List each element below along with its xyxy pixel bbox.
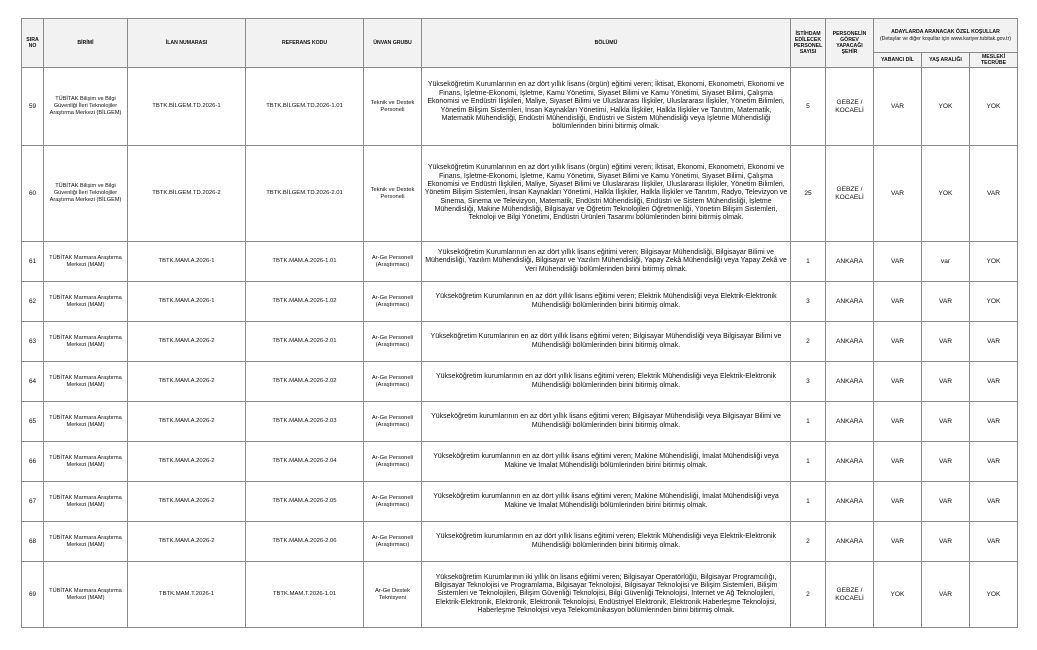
cell-referans-kodu: TBTK.MAM.A.2026-1.02	[246, 282, 364, 322]
cell-yas-araligi: var	[922, 242, 970, 282]
cell-bolum: Yükseköğretim Kurumlarının en az dört yıllık lisans (örgün) eğitimi veren; İktisat, Ekonomi, Ekonometri, Ekonomi ve Finans, İşletme-Ekonomi, İşletme, Kamu Yönetimi, Siyaset Bilimi ve Kamu Yönetimi, Siyaset Bilimi, Çalışma Ekonomisi ve Endüstri İlişkileri, Maliye, Siyaset Bilimi ve Uluslararası İlişkiler, Uluslararası İlişkiler, Yönetim Bilimleri, Yönetim Bilişim Sistemleri, İnsan Kaynakları Yönetimi, Halkla İlişkiler, Halkla İlişkiler ve Tanıtım, Radyo, Televizyon ve Sinema, Sinema ve Televizyon, Matematik, Endüstri Mühendisliği, Endüstri ve Sistem Mühendisliği, İşletme Mühendisliği, Makine Mühendisliği, Bilgisayar ve Öğretim Teknolojileri Öğretmenliği, Yönetim Bilişim Sistemleri, Teknoloji ve Bilgi Yönetimi, Endüstri Ürünleri Tasarımı bölümlerinden birini bitirmiş olmak.	[422, 146, 791, 242]
cell-yabanci-dil: VAR	[874, 146, 922, 242]
cell-ilan-numarasi: TBTK.BİLGEM.TD.2026-2	[128, 146, 246, 242]
header-ilan-numarasi: İLAN NUMARASI	[128, 19, 246, 68]
cell-yabanci-dil: VAR	[874, 322, 922, 362]
cell-bolum: Yükseköğretim kurumlarının en az dört yıllık lisans eğitimi veren; Elektrik Mühendisliği veya Elektrik-Elektronik Mühendisliği bölümlerinden birini bitirmiş olmak.	[422, 362, 791, 402]
cell-ilan-numarasi: TBTK.MAM.A.2026-1	[128, 242, 246, 282]
cell-sira-no: 66	[22, 442, 44, 482]
cell-birim: TÜBİTAK Marmara Araştırma Merkezi (MAM)	[44, 562, 128, 628]
cell-yas-araligi: VAR	[922, 562, 970, 628]
cell-ilan-numarasi: TBTK.MAM.T.2026-1	[128, 562, 246, 628]
table-row	[22, 522, 1018, 562]
table-row	[22, 322, 1018, 362]
cell-personel-sayisi: 3	[791, 362, 826, 402]
cell-personel-sayisi: 1	[791, 402, 826, 442]
header-istihdam: İSTİHDAM EDİLECEK PERSONEL SAYISI	[791, 19, 826, 68]
cell-bolum: Yükseköğretim Kurumlarının en az dört yıllık lisans (örgün) eğitimi veren; İktisat, Ekonomi, Ekonometri, Ekonomi ve Finans, İşletme-Ekonomi, İşletme, Kamu Yönetimi, Siyaset Bilimi ve Kamu Yönetimi, Siyaset Bilimi, Çalışma Ekonomisi ve Endüstri İlişkileri, Maliye, Siyaset Bilimi ve Uluslararası İlişkiler, Uluslararası İlişkiler, Yönetim Bilimleri, Yönetim Bilişim Sistemleri, İnsan Kaynakları Yönetimi, Halkla İlişkiler, Halkla İlişkiler ve Tanıtım, Matematik, Matematik Mühendisliği, Endüstri Mühendisliği, Endüstri ve Sistem Mühendisliği veya İşletme Mühendisliği bölümlerinden birini bitirmiş olmak.	[422, 68, 791, 146]
cell-yas-araligi: YOK	[922, 68, 970, 146]
cell-ilan-numarasi: TBTK.MAM.A.2026-2	[128, 522, 246, 562]
cell-unvan-grubu: Ar-Ge Personeli (Araştırmacı)	[364, 322, 422, 362]
header-ozel-kosullar	[874, 19, 1018, 53]
table-row	[22, 402, 1018, 442]
cell-bolum: Yükseköğretim kurumlarının en az dört yıllık lisans eğitimi veren; Bilgisayar Mühendisliği veya Bilgisayar Bilimi ve Mühendisliği bölümlerinden birini bitirmiş olmak.	[422, 402, 791, 442]
cell-birim: TÜBİTAK Bilişim ve Bilgi Güvenliği İleri Teknolojiler Araştırma Merkezi (BİLGEM)	[44, 146, 128, 242]
cell-yabanci-dil: VAR	[874, 282, 922, 322]
table-header	[22, 19, 1018, 68]
cell-ilan-numarasi: TBTK.MAM.A.2026-2	[128, 482, 246, 522]
cell-birim: TÜBİTAK Marmara Araştırma Merkezi (MAM)	[44, 322, 128, 362]
table-row	[22, 562, 1018, 628]
cell-birim: TÜBİTAK Marmara Araştırma Merkezi (MAM)	[44, 482, 128, 522]
cell-unvan-grubu: Ar-Ge Personeli (Araştırmacı)	[364, 402, 422, 442]
cell-sira-no: 59	[22, 68, 44, 146]
cell-birim: TÜBİTAK Marmara Araştırma Merkezi (MAM)	[44, 522, 128, 562]
cell-sira-no: 67	[22, 482, 44, 522]
cell-unvan-grubu: Ar-Ge Personeli (Araştırmacı)	[364, 242, 422, 282]
cell-sira-no: 63	[22, 322, 44, 362]
cell-yas-araligi: YOK	[922, 146, 970, 242]
cell-personel-sayisi: 3	[791, 282, 826, 322]
cell-personel-sayisi: 2	[791, 522, 826, 562]
cell-yabanci-dil: VAR	[874, 362, 922, 402]
cell-personel-sayisi: 25	[791, 146, 826, 242]
cell-unvan-grubu: Ar-Ge Personeli (Araştırmacı)	[364, 362, 422, 402]
table-row	[22, 282, 1018, 322]
cell-bolum: Yükseköğretim Kurumlarının en az dört yıllık lisans eğitimi veren; Elektrik Mühendisliği veya Elektrik-Elektronik Mühendisliği bölümlerinden birini bitirmiş olmak.	[422, 282, 791, 322]
header-sehir: PERSONELİN GÖREV YAPACAĞI ŞEHİR	[826, 19, 874, 68]
header-bolum: BÖLÜMÜ	[422, 19, 791, 68]
cell-birim: TÜBİTAK Marmara Araştırma Merkezi (MAM)	[44, 402, 128, 442]
cell-yas-araligi: VAR	[922, 282, 970, 322]
header-mesleki-tecrube: MESLEKİ TECRÜBE	[970, 53, 1018, 68]
cell-mesleki-tecrube: VAR	[970, 322, 1018, 362]
cell-referans-kodu: TBTK.MAM.A.2026-2.05	[246, 482, 364, 522]
cell-yas-araligi: VAR	[922, 402, 970, 442]
cell-mesleki-tecrube: YOK	[970, 282, 1018, 322]
cell-referans-kodu: TBTK.MAM.A.2026-2.03	[246, 402, 364, 442]
cell-ilan-numarasi: TBTK.MAM.A.2026-2	[128, 362, 246, 402]
cell-referans-kodu: TBTK.MAM.A.2026-2.06	[246, 522, 364, 562]
cell-unvan-grubu: Ar-Ge Personeli (Araştırmacı)	[364, 442, 422, 482]
table-row	[22, 68, 1018, 146]
cell-yas-araligi: VAR	[922, 482, 970, 522]
header-birim: BİRİMİ	[44, 19, 128, 68]
cell-personel-sayisi: 2	[791, 562, 826, 628]
cell-birim: TÜBİTAK Bilişim ve Bilgi Güvenliği İleri Teknolojiler Araştırma Merkezi (BİLGEM)	[44, 68, 128, 146]
cell-yas-araligi: VAR	[922, 522, 970, 562]
cell-referans-kodu: TBTK.MAM.A.2026-2.01	[246, 322, 364, 362]
cell-sira-no: 60	[22, 146, 44, 242]
cell-personel-sayisi: 2	[791, 322, 826, 362]
cell-referans-kodu: TBTK.MAM.A.2026-2.02	[246, 362, 364, 402]
cell-personel-sayisi: 5	[791, 68, 826, 146]
cell-personel-sayisi: 1	[791, 442, 826, 482]
cell-sehir: ANKARA	[826, 362, 874, 402]
cell-birim: TÜBİTAK Marmara Araştırma Merkezi (MAM)	[44, 282, 128, 322]
header-yabanci-dil: YABANCI DİL	[874, 53, 922, 68]
cell-unvan-grubu: Teknik ve Destek Personeli	[364, 146, 422, 242]
cell-unvan-grubu: Teknik ve Destek Personeli	[364, 68, 422, 146]
cell-sehir: ANKARA	[826, 322, 874, 362]
cell-mesleki-tecrube: VAR	[970, 522, 1018, 562]
header-unvan-grubu: ÜNVAN GRUBU	[364, 19, 422, 68]
cell-bolum: Yükseköğretim Kurumlarının en az dört yıllık lisans eğitimi veren; Bilgisayar Mühendisliği, Bilgisayar Bilimi ve Mühendisliği, Yazılım Mühendisliği, Bilgisayar ve Yazılım Mühendisliği, Yapay Zekâ Mühendisliği veya Yapay Zekâ ve Veri Mühendisliği bölümlerinden birini bitirmiş olmak.	[422, 242, 791, 282]
table-row	[22, 482, 1018, 522]
cell-mesleki-tecrube: VAR	[970, 402, 1018, 442]
cell-birim: TÜBİTAK Marmara Araştırma Merkezi (MAM)	[44, 242, 128, 282]
cell-sehir: ANKARA	[826, 482, 874, 522]
cell-unvan-grubu: Ar-Ge Personeli (Araştırmacı)	[364, 482, 422, 522]
cell-sira-no: 68	[22, 522, 44, 562]
cell-birim: TÜBİTAK Marmara Araştırma Merkezi (MAM)	[44, 442, 128, 482]
cell-bolum: Yükseköğretim Kurumlarının en az dört yıllık lisans eğitimi veren; Bilgisayar Mühendisliği veya Bilgisayar Bilimi ve Mühendisliği bölümlerinden birini bitirmiş olmak.	[422, 322, 791, 362]
table-row	[22, 442, 1018, 482]
header-sira-no: SIRA NO	[22, 19, 44, 68]
cell-sehir: ANKARA	[826, 402, 874, 442]
cell-ilan-numarasi: TBTK.MAM.A.2026-2	[128, 442, 246, 482]
table-row	[22, 362, 1018, 402]
cell-mesleki-tecrube: YOK	[970, 562, 1018, 628]
cell-bolum: Yükseköğretim kurumlarının en az dört yıllık lisans eğitimi veren; Makine Mühendisliği, İmalat Mühendisliği veya Makine ve İmalat Mühendisliği bölümlerinden birini bitirmiş olmak.	[422, 482, 791, 522]
cell-sira-no: 61	[22, 242, 44, 282]
cell-ilan-numarasi: TBTK.BİLGEM.TD.2026-1	[128, 68, 246, 146]
header-referans-kodu: REFERANS KODU	[246, 19, 364, 68]
header-yas-araligi: YAŞ ARALIĞI	[922, 53, 970, 68]
cell-mesleki-tecrube: VAR	[970, 362, 1018, 402]
cell-sehir: ANKARA	[826, 442, 874, 482]
cell-mesleki-tecrube: YOK	[970, 68, 1018, 146]
cell-ilan-numarasi: TBTK.MAM.A.2026-1	[128, 282, 246, 322]
table-row	[22, 146, 1018, 242]
cell-yabanci-dil: VAR	[874, 402, 922, 442]
table-body	[22, 68, 1018, 628]
cell-yabanci-dil: VAR	[874, 68, 922, 146]
cell-sehir: ANKARA	[826, 522, 874, 562]
cell-referans-kodu: TBTK.MAM.A.2026-1.01	[246, 242, 364, 282]
cell-ilan-numarasi: TBTK.MAM.A.2026-2	[128, 402, 246, 442]
cell-personel-sayisi: 1	[791, 482, 826, 522]
cell-referans-kodu: TBTK.MAM.A.2026-2.04	[246, 442, 364, 482]
cell-ilan-numarasi: TBTK.MAM.A.2026-2	[128, 322, 246, 362]
cell-sehir: GEBZE / KOCAELİ	[826, 68, 874, 146]
cell-yabanci-dil: VAR	[874, 442, 922, 482]
cell-bolum: Yükseköğretim kurumlarının en az dört yıllık lisans eğitimi veren; Makine Mühendisliği, İmalat Mühendisliği veya Makine ve İmalat Mühendisliği bölümlerinden birini bitirmiş olmak.	[422, 442, 791, 482]
cell-mesleki-tecrube: VAR	[970, 146, 1018, 242]
cell-sira-no: 69	[22, 562, 44, 628]
cell-unvan-grubu: Ar-Ge Personeli (Araştırmacı)	[364, 282, 422, 322]
cell-yabanci-dil: VAR	[874, 242, 922, 282]
table-row	[22, 242, 1018, 282]
cell-referans-kodu: TBTK.BİLGEM.TD.2026-2.01	[246, 146, 364, 242]
cell-bolum: Yükseköğretim Kurumlarının iki yıllık ön lisans eğitimi veren; Bilgisayar Operatörlüğü, Bilgisayar Programcılığı, Bilgisayar Teknolojisi ve Programlama, Bilgisayar Teknolojisi, Bilgisayar Teknolojisi ve Bilişim Sistemleri, Bilişim Sistemleri ve Teknolojileri, Bilişim Güvenliği Teknolojisi, Bilgi Güvenliği Teknolojisi, İnternet ve Ağ Teknolojileri, Elektrik-Elektronik, Elektronik, Elektronik Teknolojisi, Endüstriyel Elektronik, Elektronik Haberleşme Teknolojisi, Haberleşme Teknolojisi veya Telekomünikasyon bölümlerinden birini bitirmiş olmak.	[422, 562, 791, 628]
cell-yas-araligi: VAR	[922, 362, 970, 402]
cell-sira-no: 65	[22, 402, 44, 442]
cell-referans-kodu: TBTK.MAM.T.2026-1.01	[246, 562, 364, 628]
cell-yabanci-dil: VAR	[874, 482, 922, 522]
cell-mesleki-tecrube: YOK	[970, 242, 1018, 282]
cell-referans-kodu: TBTK.BİLGEM.TD.2026-1.01	[246, 68, 364, 146]
cell-yas-araligi: VAR	[922, 442, 970, 482]
cell-bolum: Yükseköğretim kurumlarının en az dört yıllık lisans eğitimi veren; Elektrik Mühendisliği veya Elektrik-Elektronik Mühendisliği bölümlerinden birini bitirmiş olmak.	[422, 522, 791, 562]
cell-mesleki-tecrube: VAR	[970, 482, 1018, 522]
cell-sehir: ANKARA	[826, 282, 874, 322]
cell-yabanci-dil: YOK	[874, 562, 922, 628]
cell-sira-no: 64	[22, 362, 44, 402]
job-listing-table	[21, 18, 1018, 628]
header-ozel-title: ADAYLARDA ARANACAK ÖZEL KOŞULLAR	[891, 29, 1000, 36]
cell-sehir: GEBZE / KOCAELİ	[826, 562, 874, 628]
cell-birim: TÜBİTAK Marmara Araştırma Merkezi (MAM)	[44, 362, 128, 402]
cell-sehir: GEBZE / KOCAELİ	[826, 146, 874, 242]
cell-sira-no: 62	[22, 282, 44, 322]
cell-yabanci-dil: VAR	[874, 522, 922, 562]
cell-sehir: ANKARA	[826, 242, 874, 282]
cell-mesleki-tecrube: VAR	[970, 442, 1018, 482]
cell-unvan-grubu: Ar-Ge Destek Teknisyeni	[364, 562, 422, 628]
cell-unvan-grubu: Ar-Ge Personeli (Araştırmacı)	[364, 522, 422, 562]
cell-personel-sayisi: 1	[791, 242, 826, 282]
header-ozel-note: (Detaylar ve diğer koşullar için www.kariyer.tubitak.gov.tr)	[879, 35, 1012, 42]
cell-yas-araligi: VAR	[922, 322, 970, 362]
